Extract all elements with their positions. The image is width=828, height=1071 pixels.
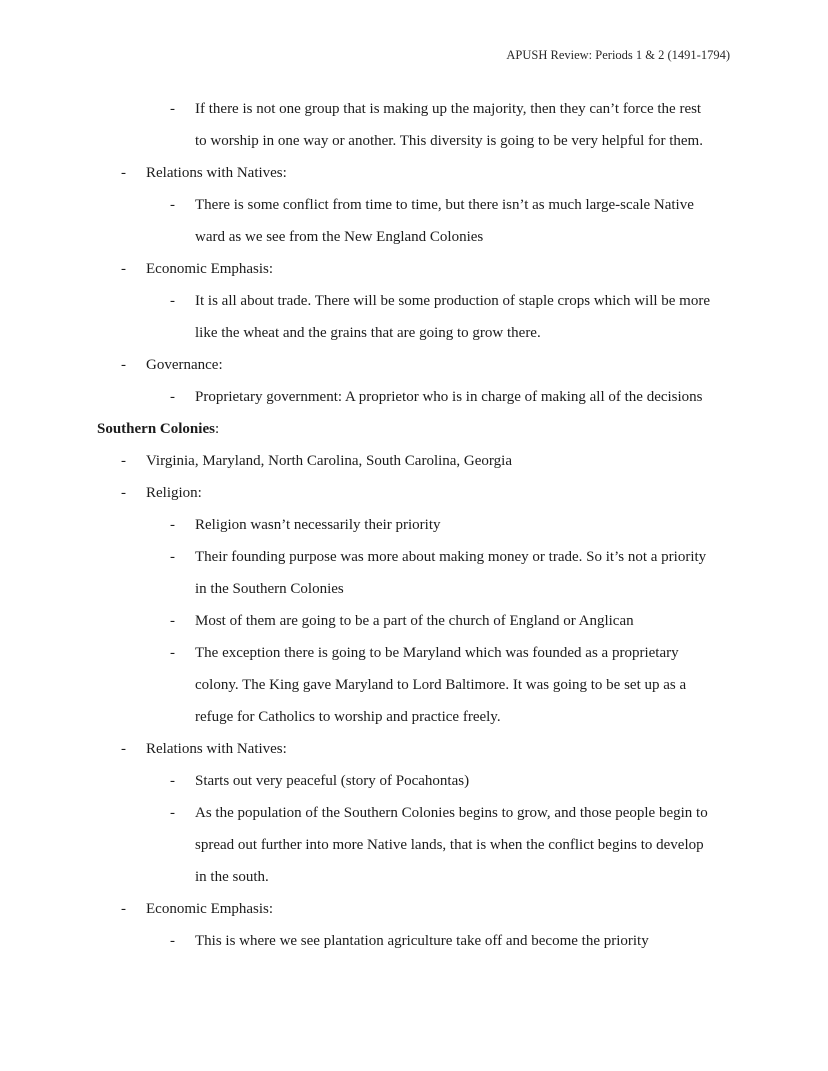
bullet-dash: - [170,645,175,661]
list-item [0,349,828,381]
list-item [0,509,828,541]
bullet-dash: - [170,293,175,309]
line-text: There is some conflict from time to time, but there isn’t as much large-scale Native [195,197,694,213]
list-item [0,797,828,829]
line-text: It is all about trade. There will be some production of staple crops which will be more [195,293,711,309]
bullet-dash: - [170,773,175,789]
bullet-dash: - [121,901,126,917]
page-header: APUSH Review: Periods 1 & 2 (1491-1794) [506,48,730,62]
list-item [0,157,828,189]
bullet-dash: - [170,101,175,117]
bullet-dash: - [170,517,175,533]
list-item-continuation [0,317,828,349]
bullet-dash: - [170,613,175,629]
line-text: Economic Emphasis: [146,901,274,917]
list-item-continuation [0,669,828,701]
list-item [0,285,828,317]
line-text: Proprietary government: A proprietor who is in charge of making all of the decisions [195,389,703,405]
list-item [0,477,828,509]
bullet-dash: - [170,805,175,821]
line-text: Economic Emphasis: [146,261,274,277]
bullet-dash: - [121,165,126,181]
bullet-dash: - [170,389,175,405]
list-item [0,893,828,925]
list-item-continuation [0,221,828,253]
line-text: refuge for Catholics to worship and practice freely. [195,709,501,725]
list-item-continuation [0,829,828,861]
line-text: Virginia, Maryland, North Carolina, South Carolina, Georgia [146,453,512,469]
list-item [0,637,828,669]
bullet-dash: - [170,549,175,565]
line-text: in the Southern Colonies [195,581,344,597]
list-item [0,253,828,285]
bullet-dash: - [121,357,126,373]
line-text: to worship in one way or another. This diversity is going to be very helpful for them. [195,133,703,149]
list-item-continuation [0,573,828,605]
line-text: This is where we see plantation agriculture take off and become the priority [195,933,649,949]
section-heading [0,413,828,445]
line-text: spread out further into more Native lands, that is when the conflict begins to develop [195,837,704,853]
line-text: Governance: [146,357,223,373]
list-item [0,93,828,125]
list-item [0,925,828,957]
list-item [0,381,828,413]
line-text: like the wheat and the grains that are going to grow there. [195,325,541,341]
list-item-continuation [0,125,828,157]
line-text: Southern Colonies: [97,421,220,437]
heading-text: Southern Colonies [97,421,215,437]
list-item [0,605,828,637]
line-text: ward as we see from the New England Colonies [195,229,484,245]
bullet-dash: - [121,741,126,757]
line-text: Relations with Natives: [146,741,287,757]
bullet-dash: - [121,485,126,501]
line-text: colony. The King gave Maryland to Lord Baltimore. It was going to be set up as a [195,677,687,693]
line-text: Their founding purpose was more about making money or trade. So it’s not a priority [195,549,707,565]
line-text: Starts out very peaceful (story of Pocahontas) [195,773,470,789]
line-text: Most of them are going to be a part of the church of England or Anglican [195,613,634,629]
list-item [0,765,828,797]
line-text: Religion wasn’t necessarily their priority [195,517,441,533]
line-text: As the population of the Southern Colonies begins to grow, and those people begin to [195,805,708,821]
line-text: The exception there is going to be Maryland which was founded as a proprietary [195,645,679,661]
list-item [0,445,828,477]
document-body [0,93,828,957]
list-item-continuation [0,861,828,893]
line-text: Relations with Natives: [146,165,287,181]
bullet-dash: - [170,933,175,949]
line-text: in the south. [195,869,269,885]
list-item [0,541,828,573]
bullet-dash: - [121,453,126,469]
line-text: Religion: [146,485,202,501]
list-item-continuation [0,701,828,733]
list-item [0,189,828,221]
bullet-dash: - [170,197,175,213]
line-text: If there is not one group that is making up the majority, then they can’t force the rest [195,101,702,117]
list-item [0,733,828,765]
bullet-dash: - [121,261,126,277]
